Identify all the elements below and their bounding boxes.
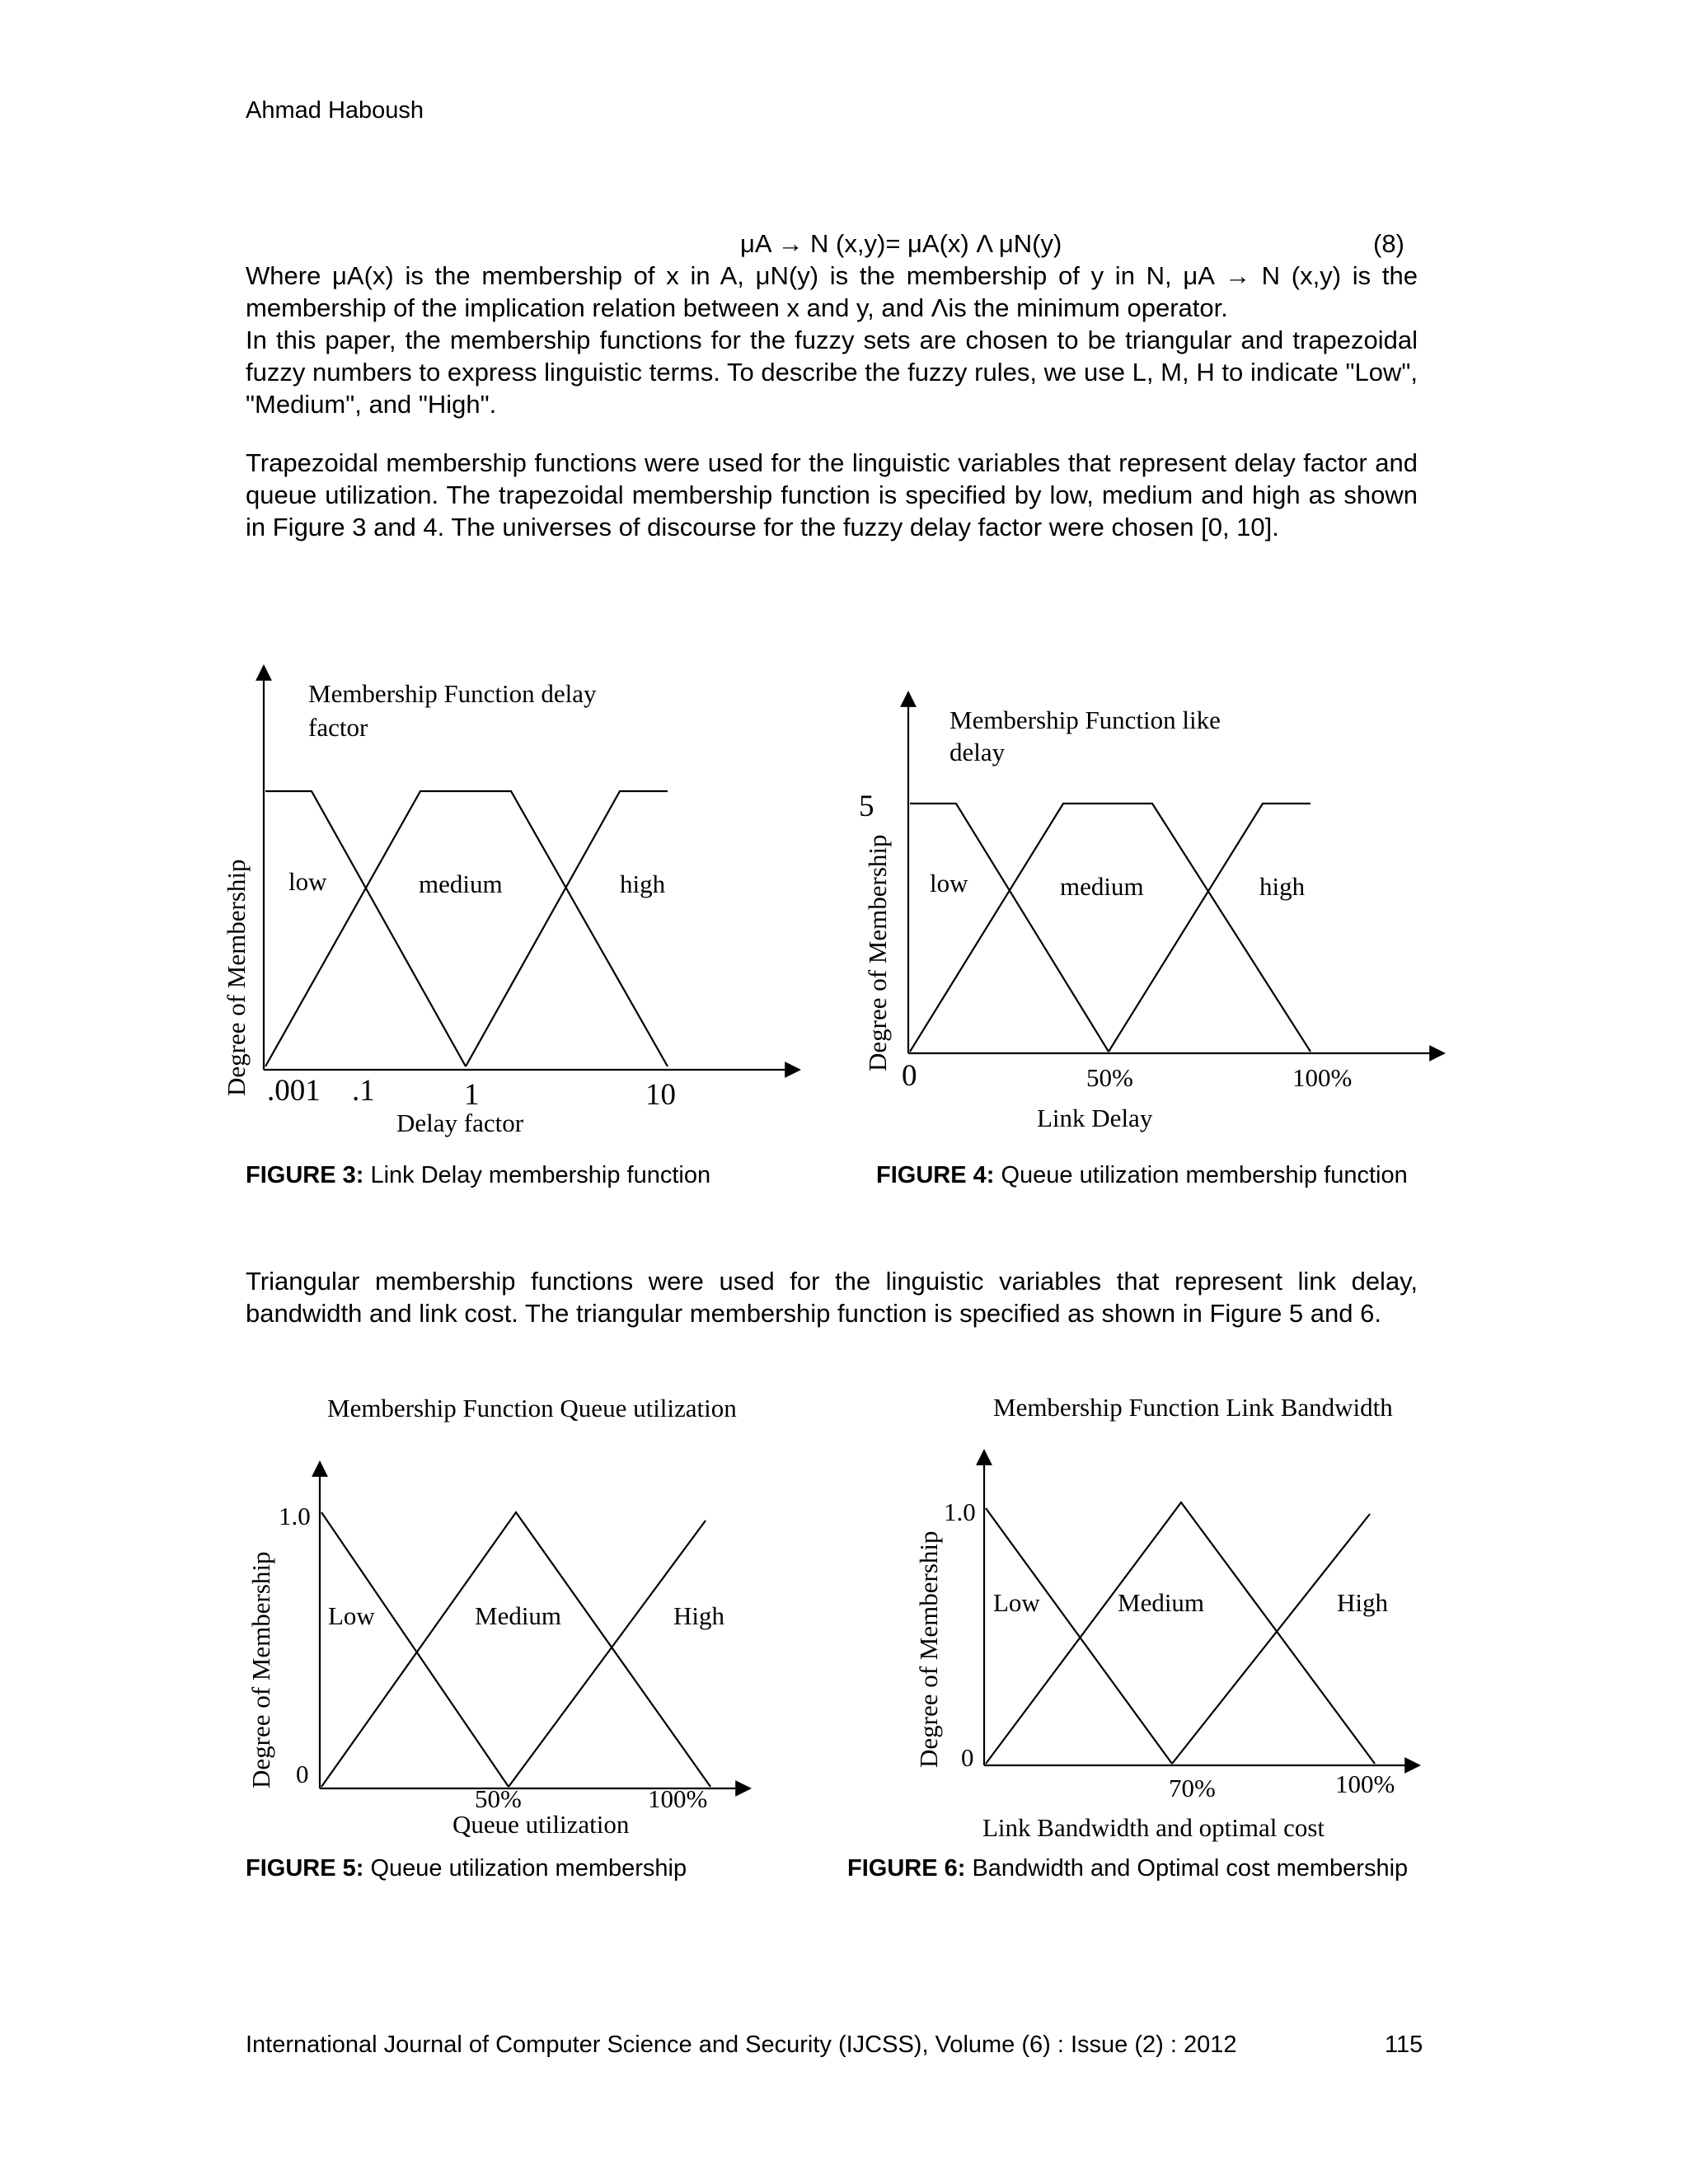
figure-4-caption-label: FIGURE 4: xyxy=(876,1162,995,1188)
fig4-label-medium: medium xyxy=(1060,872,1144,901)
fig4-title-line1: Membership Function like xyxy=(950,705,1221,734)
paragraph-trapezoidal: Trapezoidal membership functions were used for the linguistic variables that represent delay factor and queue utilization. The trapezoidal membership function is specified by low, medium and high as shown in Figure 3 and 4. The universes of discourse for the fuzzy delay factor were chosen [0, 10]. xyxy=(246,448,1418,541)
fig6-y-tick-zero: 0 xyxy=(961,1743,974,1772)
figure-6-caption xyxy=(847,1855,1408,1882)
fig5-x-axis-label: Queue utilization xyxy=(452,1810,630,1839)
fig6-y-tick-top: 1.0 xyxy=(944,1497,976,1526)
figure-6-caption-label: FIGURE 6: xyxy=(847,1855,966,1882)
running-header-author: Ahmad Haboush xyxy=(246,97,424,124)
fig6-medium-curve xyxy=(986,1502,1375,1764)
figure-4-chart xyxy=(859,692,1444,1132)
fig4-label-high: high xyxy=(1259,872,1306,901)
figure-6-caption-text: Bandwidth and Optimal cost membership xyxy=(965,1855,1409,1882)
fig3-label-low: low xyxy=(288,867,327,896)
figure-6-chart xyxy=(914,1393,1419,1842)
fig5-label-medium: Medium xyxy=(475,1601,562,1630)
paragraph-equation-explanation: Where μA(x) is the membership of x in A, μN(y) is the membership of y in N, μA → N (x,y) is the membership of the implication relation between x and y, and Λis the minimum operator. xyxy=(246,261,1418,322)
fig4-x-axis-label: Link Delay xyxy=(1037,1104,1153,1132)
fig3-tick-10: 10 xyxy=(645,1078,676,1112)
figure-4-caption-text: Queue utilization membership function xyxy=(994,1162,1408,1188)
fig4-tick-0: 0 xyxy=(902,1059,917,1093)
figure-5-chart xyxy=(246,1394,750,1839)
figure-5-caption-label: FIGURE 5: xyxy=(246,1855,364,1882)
fig6-y-axis-label: Degree of Membership xyxy=(914,1530,943,1768)
fig3-high-curve xyxy=(466,791,668,1066)
fig3-tick-01: .1 xyxy=(352,1074,375,1108)
page-number: 115 xyxy=(1385,2032,1423,2058)
fig5-low-curve xyxy=(321,1512,509,1787)
fig6-label-high: High xyxy=(1337,1588,1388,1617)
fig5-title: Membership Function Queue utilization xyxy=(327,1394,737,1422)
fig6-tick-100: 100% xyxy=(1335,1769,1395,1798)
fig6-label-medium: Medium xyxy=(1118,1588,1205,1617)
fig3-y-axis-label: Degree of Membership xyxy=(222,859,251,1096)
fig4-y-axis-label: Degree of Membership xyxy=(863,834,892,1071)
figure-3-caption-label: FIGURE 3: xyxy=(246,1162,364,1188)
fig4-high-curve xyxy=(1109,804,1311,1052)
fig5-high-curve xyxy=(509,1521,706,1787)
fig4-tick-50: 50% xyxy=(1086,1063,1133,1092)
fig3-medium-curve xyxy=(265,791,668,1066)
fig6-tick-70: 70% xyxy=(1169,1774,1216,1802)
journal-footer: International Journal of Computer Science and Security (IJCSS), Volume (6) : Issue (2) : 2012 xyxy=(246,2032,1237,2058)
fig5-tick-50: 50% xyxy=(475,1784,522,1813)
fig5-y-tick-top: 1.0 xyxy=(279,1502,311,1530)
fig3-x-axis-label: Delay factor xyxy=(396,1108,524,1137)
fig4-low-curve xyxy=(910,804,1109,1052)
fig6-label-low: Low xyxy=(993,1588,1040,1617)
figure-3-chart xyxy=(222,666,799,1137)
fig3-label-medium: medium xyxy=(419,869,503,898)
fig5-tick-100: 100% xyxy=(648,1784,708,1813)
fig3-low-curve xyxy=(265,791,466,1066)
fig4-tick-100: 100% xyxy=(1292,1063,1353,1092)
fig3-label-high: high xyxy=(620,869,666,898)
fig5-label-low: Low xyxy=(328,1601,375,1630)
fig5-y-axis-label: Degree of Membership xyxy=(246,1551,275,1788)
fig4-medium-curve xyxy=(910,804,1311,1052)
fig6-x-axis-label: Link Bandwidth and optimal cost xyxy=(982,1813,1325,1842)
fig4-label-low: low xyxy=(930,869,968,898)
paragraph-triangular: Triangular membership functions were used for the linguistic variables that represent link delay, bandwidth and link cost. The triangular membership function is specified as shown in Figure 5 and 6. xyxy=(246,1267,1418,1328)
fig3-title-line1: Membership Function delay xyxy=(308,679,597,708)
fig5-medium-curve xyxy=(321,1512,710,1787)
fig6-high-curve xyxy=(1172,1514,1370,1764)
figure-5-caption-text: Queue utilization membership xyxy=(363,1855,687,1882)
equation-number: (8) xyxy=(1373,229,1404,258)
fig3-tick-1: 1 xyxy=(464,1078,480,1112)
fig6-title: Membership Function Link Bandwidth xyxy=(993,1393,1393,1422)
fig4-y-tick-5: 5 xyxy=(859,790,874,823)
figure-3-caption xyxy=(246,1162,710,1189)
figure-3-caption-text: Link Delay membership function xyxy=(363,1162,711,1188)
fig4-title-line2: delay xyxy=(950,738,1006,766)
fig3-tick-001: .001 xyxy=(267,1074,321,1108)
paragraph-membership-intro: In this paper, the membership functions for the fuzzy sets are chosen to be triangular and trapezoidal fuzzy numbers to express linguistic terms. To describe the fuzzy rules, we use L, M, H to indicate "Low", "Medium", and "High". xyxy=(246,326,1418,419)
figure-4-caption xyxy=(876,1162,1408,1189)
fig5-y-tick-zero: 0 xyxy=(296,1760,309,1788)
equation-8: μA → N (x,y)= μA(x) Λ μN(y) xyxy=(740,229,1062,258)
figure-5-caption xyxy=(246,1855,687,1882)
fig5-label-high: High xyxy=(673,1601,724,1630)
fig3-title-line2: factor xyxy=(308,713,368,742)
